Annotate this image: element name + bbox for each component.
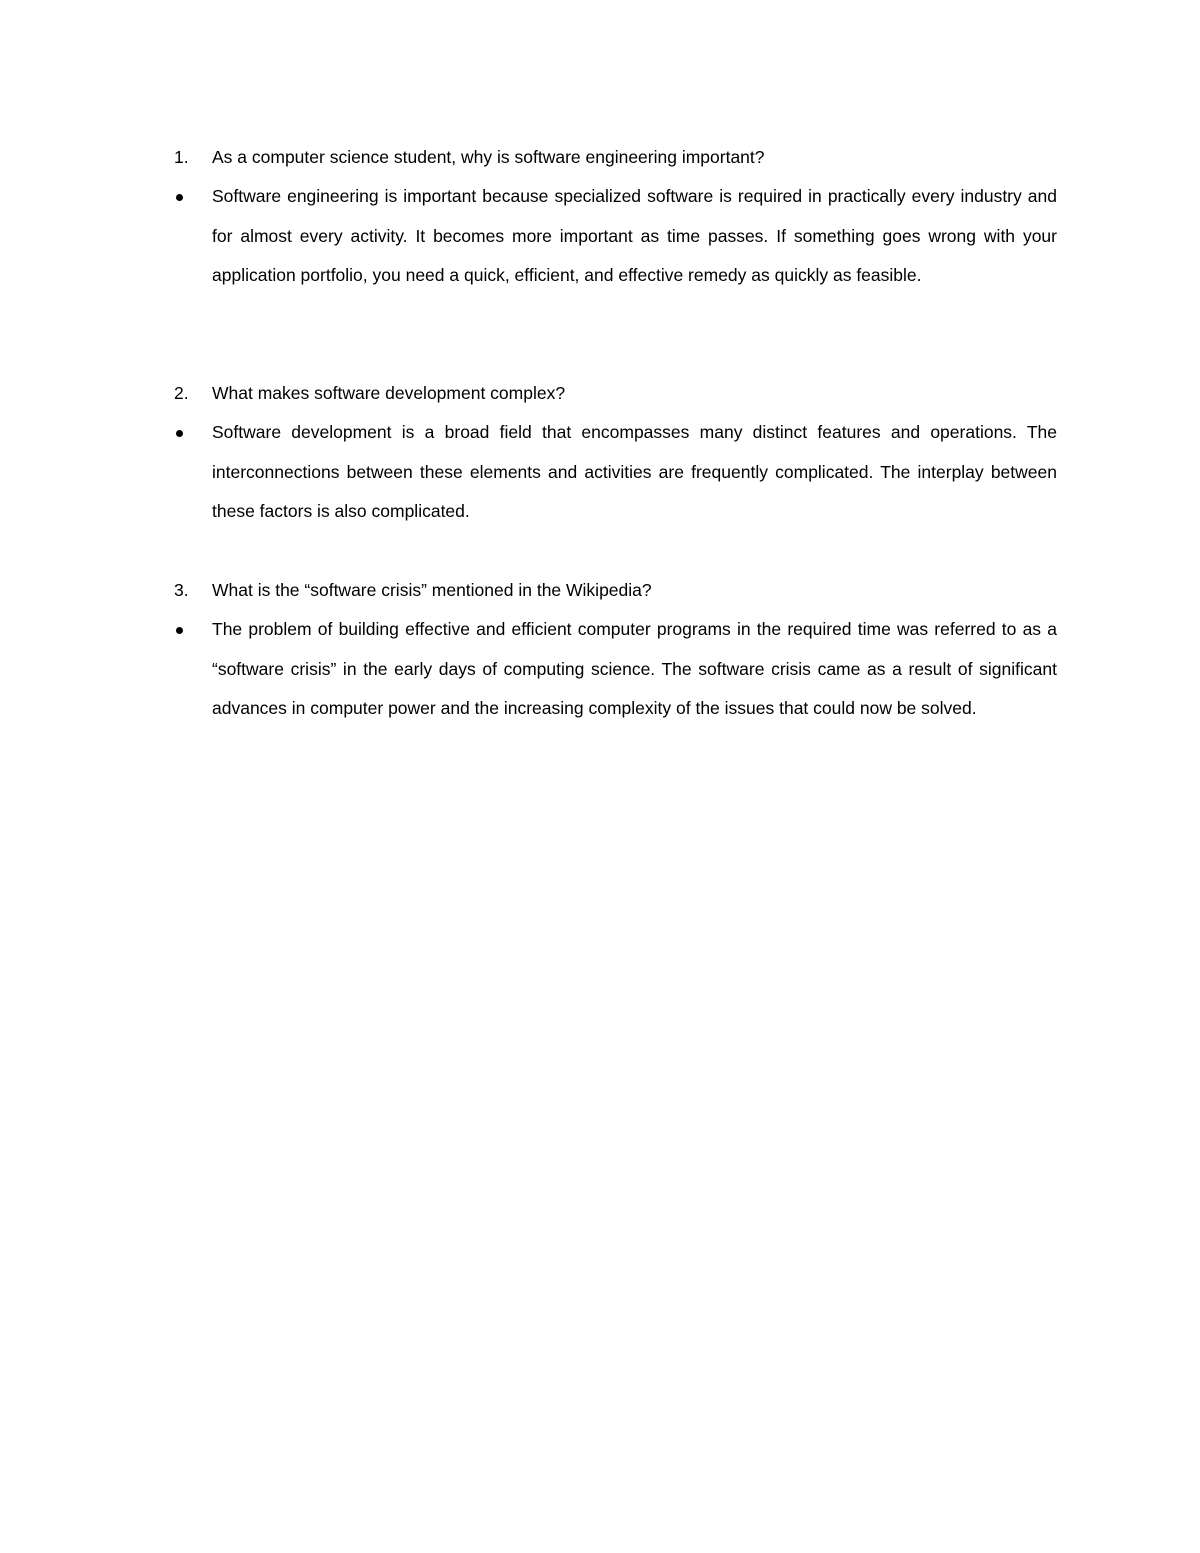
answer-text: Software engineering is important because specialized software is required in practically every industry and for almost every activity. It becomes more important as time passes. If something goes wrong with your application portfolio, you need a quick, efficient, and effective remedy as quickly as feasible.: [212, 186, 1057, 286]
question-text: What makes software development complex?: [212, 383, 566, 403]
bullet-icon: [176, 194, 183, 201]
answer-text: Software development is a broad field that encompasses many distinct features and operations. The interconnections between these elements and activities are frequently complicated. The interplay between these factors is also complicated.: [212, 422, 1057, 522]
question-item-3: [0, 578, 1200, 719]
question-text: What is the “software crisis” mentioned in the Wikipedia?: [212, 580, 652, 600]
question-item-1: [0, 145, 1200, 286]
question-item-2: [0, 381, 1200, 522]
question-number: 2.: [174, 383, 189, 403]
question-text: As a computer science student, why is software engineering important?: [212, 147, 765, 167]
bullet-icon: [176, 430, 183, 437]
bullet-icon: [176, 627, 183, 634]
question-number: 3.: [174, 580, 189, 600]
question-number: 1.: [174, 147, 189, 167]
answer-text: The problem of building effective and efficient computer programs in the required time was referred to as a “software crisis” in the early days of computing science. The software crisis came as a result of significant advances in computer power and the increasing complexity of the issues that could now be solved.: [212, 619, 1057, 719]
